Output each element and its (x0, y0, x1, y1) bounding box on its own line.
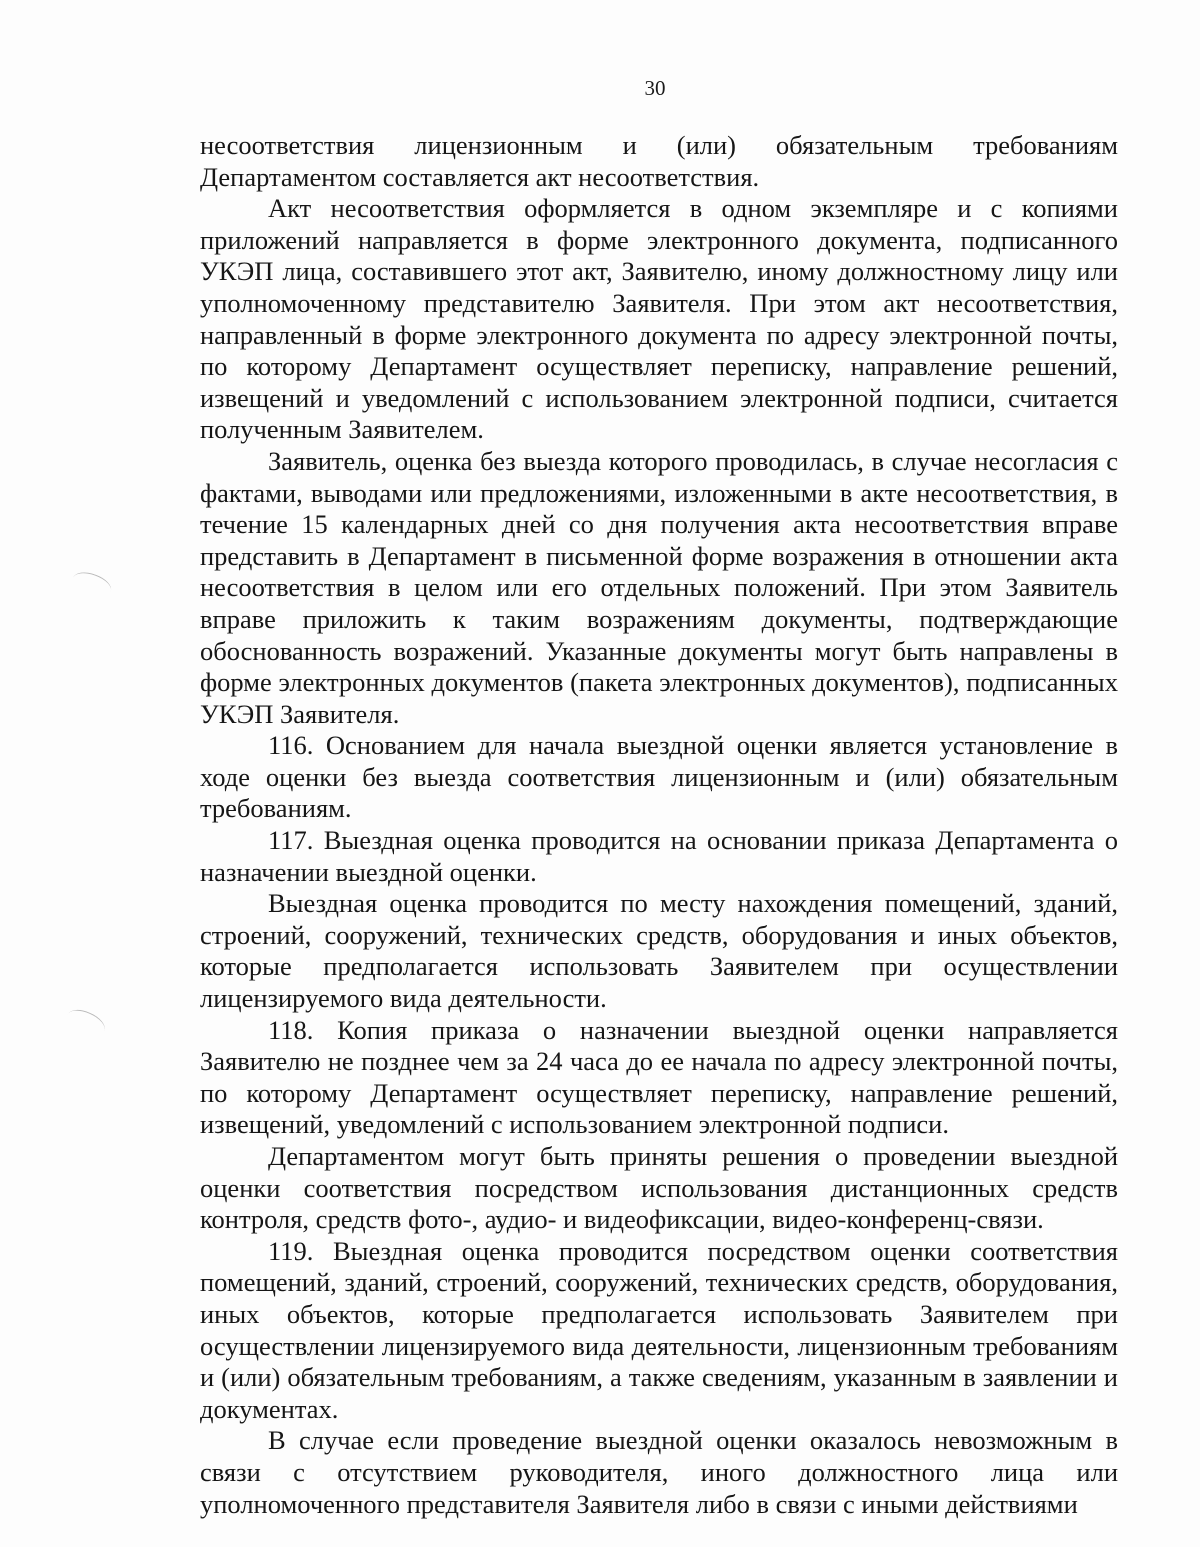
scan-mark-left-upper (70, 568, 115, 601)
scan-mark-left-lower (63, 1005, 108, 1040)
page-number: 30 (644, 76, 666, 100)
paragraph-act-issuance: Акт несоответствия оформляется в одном экземпляре и с копиями приложений направляется в форме электронного документа, подписанного УКЭП лица, составившего этот акт, Заявителю, иному должностному лицу или уполномоченному представителю Заявителя. При этом акт несоответствия, направленный в форме электронного документа по адресу электронной почты, по которому Департамент осуществляет переписку, направление решений, извещений и уведомлений с использованием электронной подписи, считается полученным Заявителем. (200, 193, 1118, 445)
paragraph-remote-means: Департаментом могут быть приняты решения о проведении выездной оценки соответствия посредством использования дистанционных средств контроля, средств фото-, аудио- и видеофиксации, видео-конференц-связи. (200, 1141, 1118, 1235)
paragraph-item-119: 119. Выездная оценка проводится посредством оценки соответствия помещений, зданий, строений, сооружений, технических средств, оборудования, иных объектов, которые предполагается использовать Заявителем при осуществлении лицензируемого вида деятельности, лицензионным требованиям и (или) обязательным требованиям, а также сведениям, указанным в заявлении и документах. (200, 1235, 1118, 1424)
paragraph-continuation: несоответствия лицензионным и (или) обязательным требованиям Департаментом составляется акт несоответствия. (200, 130, 1118, 192)
paragraph-item-117: 117. Выездная оценка проводится на основании приказа Департамента о назначении выездной оценки. (200, 825, 1118, 887)
document-body (200, 130, 1118, 1520)
paragraph-item-118: 118. Копия приказа о назначении выездной оценки направляется Заявителю не позднее чем за 24 часа до ее начала по адресу электронной почты, по которому Департамент осуществляет переписку, направление решений, извещений, уведомлений с использованием электронной подписи. (200, 1014, 1118, 1140)
paragraph-objections: Заявитель, оценка без выезда которого проводилась, в случае несогласия с фактами, выводами или предложениями, изложенными в акте несоответствия, в течение 15 календарных дней со дня получения акта несоответствия вправе представить в Департамент в письменной форме возражения в отношении акта несоответствия в целом или его отдельных положений. При этом Заявитель вправе приложить к таким возражениям документы, подтверждающие обоснованность возражений. Указанные документы могут быть направлены в форме электронных документов (пакета электронных документов), подписанных УКЭП Заявителя. (200, 445, 1118, 729)
paragraph-onsite-location: Выездная оценка проводится по месту нахождения помещений, зданий, строений, сооружений, технических средств, оборудования и иных объектов, которые предполагается использовать Заявителем при осуществлении лицензируемого вида деятельности. (200, 888, 1118, 1014)
paragraph-item-116: 116. Основанием для начала выездной оценки является установление в ходе оценки без выезда соответствия лицензионным и (или) обязательным требованиям. (200, 730, 1118, 824)
paragraph-impossibility: В случае если проведение выездной оценки оказалось невозможным в связи с отсутствием руководителя, иного должностного лица или уполномоченного представителя Заявителя либо в связи с иными действиями (200, 1425, 1118, 1519)
